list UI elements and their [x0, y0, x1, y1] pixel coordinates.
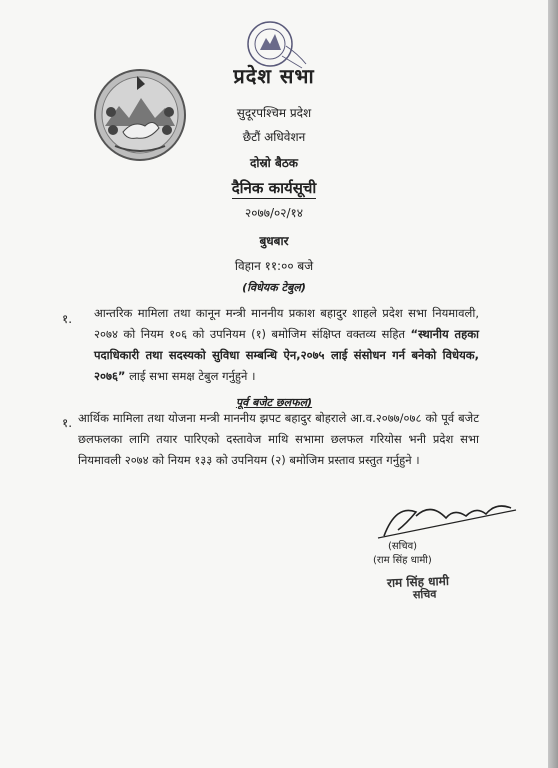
bill-title: “स्थानीय तहका पदाधिकारी तथा सदस्यको सुविधा सम्बन्धि ऐन,२०७५ लाई संसोधन गर्न बनेको विधेयक, २०७६” [94, 327, 480, 383]
signatory-role: (सचिव) [388, 541, 418, 552]
agenda-title-text: दैनिक कार्यसूची [231, 179, 317, 197]
signatory-name: (राम सिंह धामी) [373, 555, 432, 566]
agenda-item-text-end: लाई सभा समक्ष टेबुल गर्नुहुने । [125, 369, 256, 383]
agenda-date: २०७७/०२/१४ [244, 206, 303, 220]
meeting-label: दोस्रो बैठक [249, 156, 299, 170]
agenda-item-text: आन्तरिक मामिला तथा कानून मन्त्री माननीय प्रकाश बहादुर शाहले प्रदेश सभा नियमावली, २०७४ को नियम १०६ को उपनियम (१) बमोजिम संक्षिप्त वक्तव्य सहित [94, 306, 479, 341]
section-heading-bill-table: (विधेयक टेबुल) [242, 281, 306, 294]
session-label: छैटौं अधिवेशन [242, 130, 306, 144]
item-number: १. [62, 416, 73, 430]
section-heading-pre-budget: पूर्व बजेट छलफल) [235, 396, 313, 409]
name-stamp: राम सिंह धामी [386, 573, 450, 591]
province-name: सुदूरपश्चिम प्रदेश [236, 106, 312, 120]
agenda-item [94, 303, 479, 387]
scan-edge [548, 0, 558, 768]
time-label: विहान ११:०० बजे [234, 259, 314, 273]
item-number: १. [62, 312, 73, 326]
agenda-title [0, 178, 548, 198]
weekday-label: बुधबार [259, 234, 289, 248]
assembly-title: प्रदेश सभा [233, 64, 315, 88]
role-stamp: सचिव [412, 587, 437, 602]
agenda-item: आर्थिक मामिला तथा योजना मन्त्री माननीय झपट बहादुर बोहराले आ.व.२०७७/०७८ को पूर्व बजेट छलफलका लागि तयार पारिएको दस्तावेज माथि सभामा छलफल गरियोस भनी प्रदेश सभा नियमावली २०७४ को नियम १३३ को उपनियम (२) बमोजिम प्रस्ताव प्रस्तुत गर्नुहुने । [78, 411, 479, 467]
handwritten-signature [376, 494, 526, 544]
